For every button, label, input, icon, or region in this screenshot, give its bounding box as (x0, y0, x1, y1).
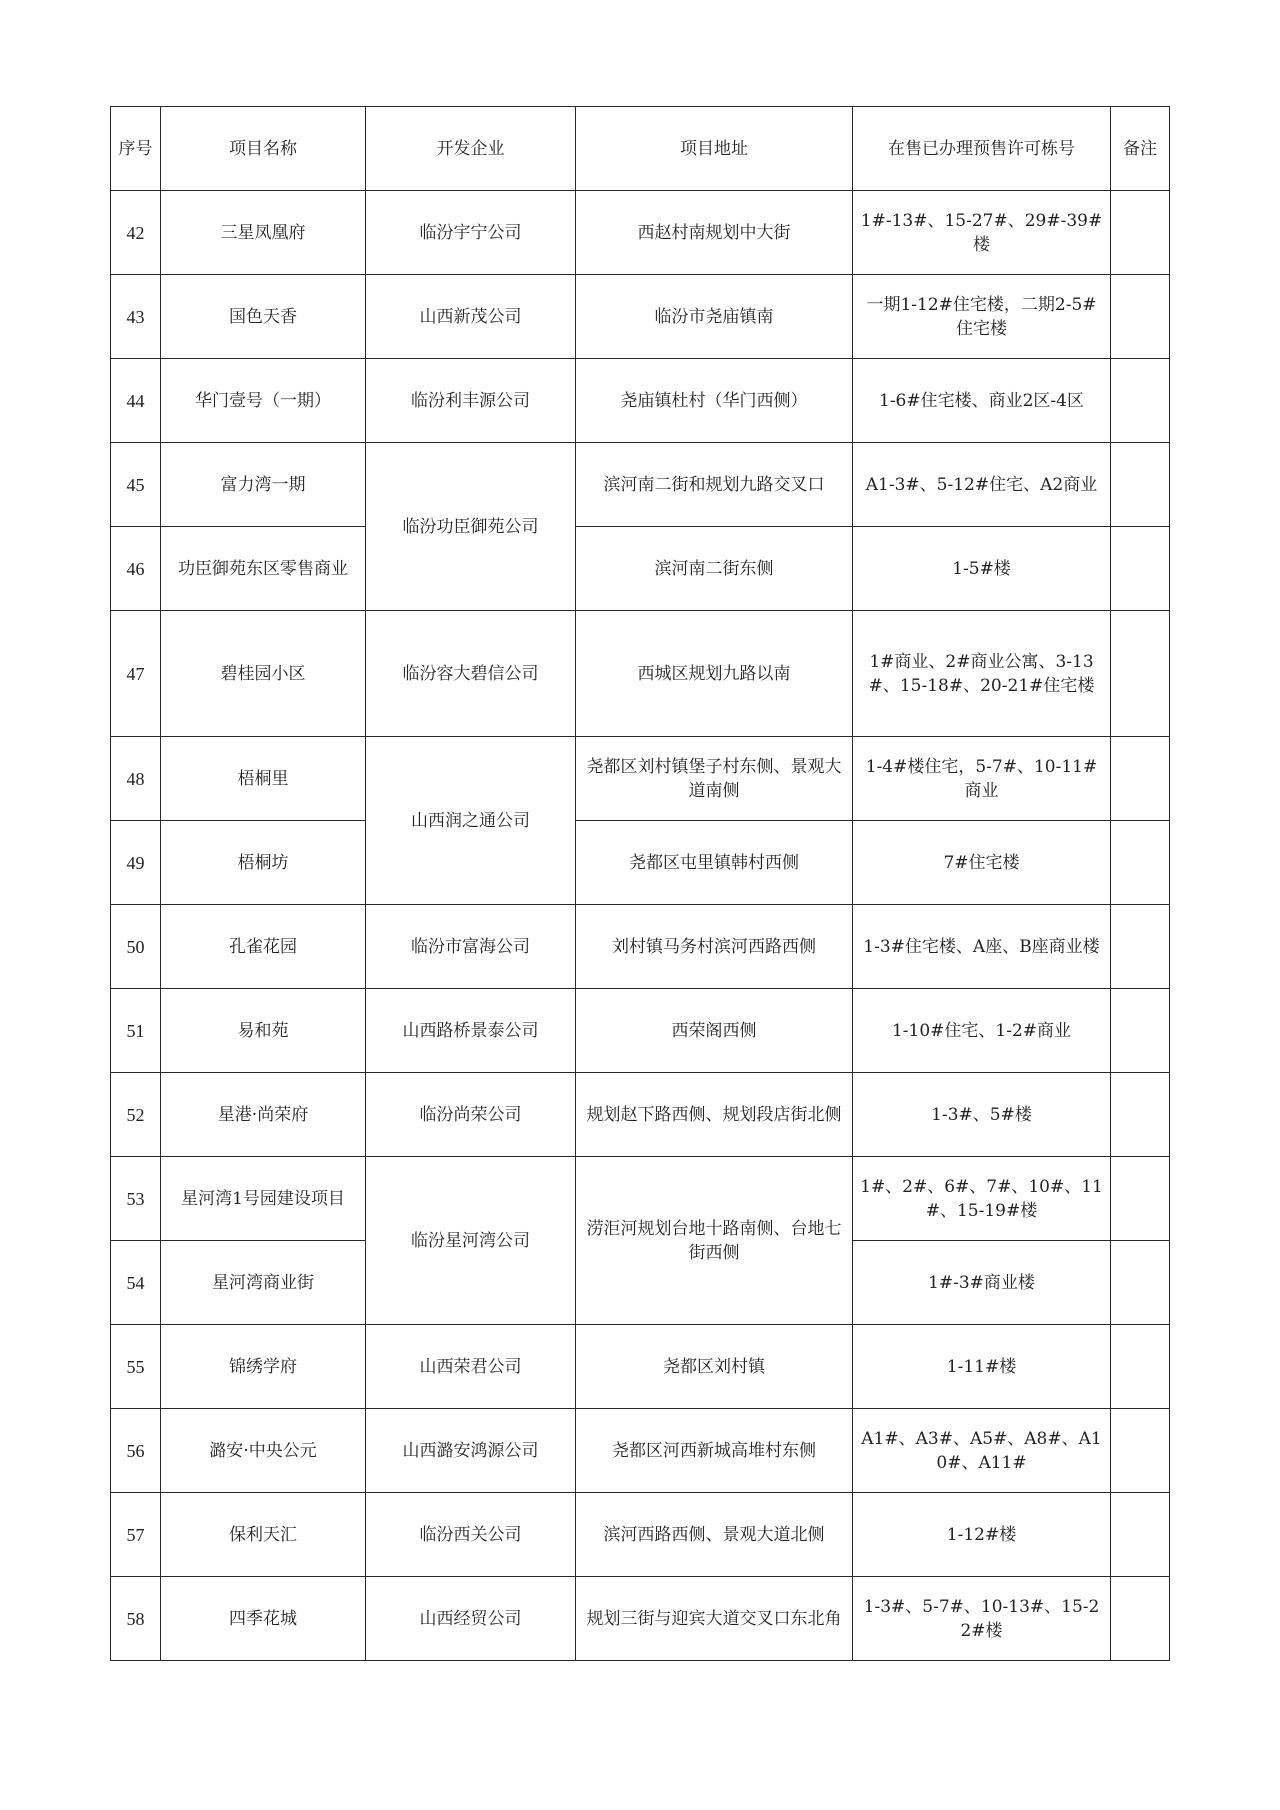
developer: 临汾西关公司 (366, 1493, 576, 1577)
developer: 临汾尚荣公司 (366, 1073, 576, 1157)
row-number: 42 (111, 191, 161, 275)
permit-buildings: 1-3#、5-7#、10-13#、15-22#楼 (853, 1577, 1111, 1661)
permit-buildings: 1#商业、2#商业公寓、3-13#、15-18#、20-21#住宅楼 (853, 611, 1111, 737)
table-row (111, 527, 1170, 611)
developer: 临汾宇宁公司 (366, 191, 576, 275)
project-address: 刘村镇马务村滨河西路西侧 (576, 905, 853, 989)
table-row (111, 359, 1170, 443)
project-name: 功臣御苑东区零售商业 (161, 527, 366, 611)
row-number: 43 (111, 275, 161, 359)
project-address: 滨河西路西侧、景观大道北侧 (576, 1493, 853, 1577)
remarks (1111, 275, 1170, 359)
row-number: 56 (111, 1409, 161, 1493)
developer: 山西荣君公司 (366, 1325, 576, 1409)
row-number: 50 (111, 905, 161, 989)
row-number: 44 (111, 359, 161, 443)
row-number: 49 (111, 821, 161, 905)
remarks (1111, 989, 1170, 1073)
remarks (1111, 359, 1170, 443)
remarks (1111, 443, 1170, 527)
remarks (1111, 1409, 1170, 1493)
project-name: 四季花城 (161, 1577, 366, 1661)
remarks (1111, 905, 1170, 989)
project-name: 孔雀花园 (161, 905, 366, 989)
remarks (1111, 611, 1170, 737)
permit-buildings: 1#-13#、15-27#、29#-39#楼 (853, 191, 1111, 275)
header-cell: 开发企业 (366, 107, 576, 191)
permit-buildings: 1#-3#商业楼 (853, 1241, 1111, 1325)
permit-buildings: 1-6#住宅楼、商业2区-4区 (853, 359, 1111, 443)
row-number: 57 (111, 1493, 161, 1577)
row-number: 51 (111, 989, 161, 1073)
table-row (111, 905, 1170, 989)
table-row (111, 821, 1170, 905)
table-row (111, 989, 1170, 1073)
row-number: 55 (111, 1325, 161, 1409)
permit-buildings: A1-3#、5-12#住宅、A2商业 (853, 443, 1111, 527)
developer: 临汾利丰源公司 (366, 359, 576, 443)
project-address: 滨河南二街东侧 (576, 527, 853, 611)
header-cell: 项目名称 (161, 107, 366, 191)
project-address: 规划三街与迎宾大道交叉口东北角 (576, 1577, 853, 1661)
project-name: 星河湾1号园建设项目 (161, 1157, 366, 1241)
remarks (1111, 527, 1170, 611)
project-address: 西城区规划九路以南 (576, 611, 853, 737)
remarks (1111, 737, 1170, 821)
developer: 临汾市富海公司 (366, 905, 576, 989)
project-name: 易和苑 (161, 989, 366, 1073)
presale-permit-table (110, 106, 1170, 1661)
project-address: 尧都区河西新城高堆村东侧 (576, 1409, 853, 1493)
project-name: 富力湾一期 (161, 443, 366, 527)
project-name: 梧桐坊 (161, 821, 366, 905)
developer: 山西新茂公司 (366, 275, 576, 359)
permit-buildings: 1-11#楼 (853, 1325, 1111, 1409)
developer: 山西潞安鸿源公司 (366, 1409, 576, 1493)
remarks (1111, 1157, 1170, 1241)
permit-buildings: 1-4#楼住宅，5-7#、10-11#商业 (853, 737, 1111, 821)
header-cell: 序号 (111, 107, 161, 191)
developer: 临汾星河湾公司 (366, 1157, 576, 1325)
project-name: 星河湾商业街 (161, 1241, 366, 1325)
project-name: 华门壹号（一期） (161, 359, 366, 443)
remarks (1111, 1577, 1170, 1661)
remarks (1111, 821, 1170, 905)
permit-buildings: 1-3#住宅楼、A座、B座商业楼 (853, 905, 1111, 989)
project-address: 规划赵下路西侧、规划段店街北侧 (576, 1073, 853, 1157)
table-row (111, 737, 1170, 821)
project-name: 保利天汇 (161, 1493, 366, 1577)
project-address: 滨河南二街和规划九路交叉口 (576, 443, 853, 527)
project-name: 三星凤凰府 (161, 191, 366, 275)
project-name: 梧桐里 (161, 737, 366, 821)
remarks (1111, 1493, 1170, 1577)
project-name: 碧桂园小区 (161, 611, 366, 737)
table-row (111, 191, 1170, 275)
table-header-row (111, 107, 1170, 191)
project-address: 尧都区刘村镇堡子村东侧、景观大道南侧 (576, 737, 853, 821)
project-address: 尧都区刘村镇 (576, 1325, 853, 1409)
row-number: 45 (111, 443, 161, 527)
row-number: 48 (111, 737, 161, 821)
table-row (111, 443, 1170, 527)
header-cell: 在售已办理预售许可栋号 (853, 107, 1111, 191)
developer: 山西经贸公司 (366, 1577, 576, 1661)
project-name: 星港·尚荣府 (161, 1073, 366, 1157)
row-number: 46 (111, 527, 161, 611)
permit-buildings: 1-5#楼 (853, 527, 1111, 611)
remarks (1111, 1073, 1170, 1157)
developer: 临汾容大碧信公司 (366, 611, 576, 737)
project-address: 临汾市尧庙镇南 (576, 275, 853, 359)
project-address: 尧都区屯里镇韩村西侧 (576, 821, 853, 905)
table-row (111, 611, 1170, 737)
project-name: 锦绣学府 (161, 1325, 366, 1409)
table-row (111, 1577, 1170, 1661)
row-number: 53 (111, 1157, 161, 1241)
remarks (1111, 191, 1170, 275)
table-row (111, 1073, 1170, 1157)
developer: 临汾功臣御苑公司 (366, 443, 576, 611)
permit-buildings: 1-3#、5#楼 (853, 1073, 1111, 1157)
permit-buildings: A1#、A3#、A5#、A8#、A10#、A11# (853, 1409, 1111, 1493)
remarks (1111, 1241, 1170, 1325)
permit-buildings: 1#、2#、6#、7#、10#、11#、15-19#楼 (853, 1157, 1111, 1241)
row-number: 58 (111, 1577, 161, 1661)
permit-buildings: 1-10#住宅、1-2#商业 (853, 989, 1111, 1073)
developer: 山西路桥景泰公司 (366, 989, 576, 1073)
permit-buildings: 一期1-12#住宅楼，二期2-5#住宅楼 (853, 275, 1111, 359)
table-row (111, 1493, 1170, 1577)
project-name: 国色天香 (161, 275, 366, 359)
remarks (1111, 1325, 1170, 1409)
project-address: 尧庙镇杜村（华门西侧） (576, 359, 853, 443)
table-row (111, 1325, 1170, 1409)
header-cell: 项目地址 (576, 107, 853, 191)
developer: 山西润之通公司 (366, 737, 576, 905)
project-address: 涝洰河规划台地十路南侧、台地七街西侧 (576, 1157, 853, 1325)
row-number: 54 (111, 1241, 161, 1325)
table-row (111, 1409, 1170, 1493)
permit-buildings: 1-12#楼 (853, 1493, 1111, 1577)
project-name: 潞安·中央公元 (161, 1409, 366, 1493)
permit-buildings: 7#住宅楼 (853, 821, 1111, 905)
table-row (111, 275, 1170, 359)
project-address: 西赵村南规划中大街 (576, 191, 853, 275)
row-number: 47 (111, 611, 161, 737)
project-address: 西荣阁西侧 (576, 989, 853, 1073)
header-cell: 备注 (1111, 107, 1170, 191)
table-row (111, 1157, 1170, 1241)
row-number: 52 (111, 1073, 161, 1157)
